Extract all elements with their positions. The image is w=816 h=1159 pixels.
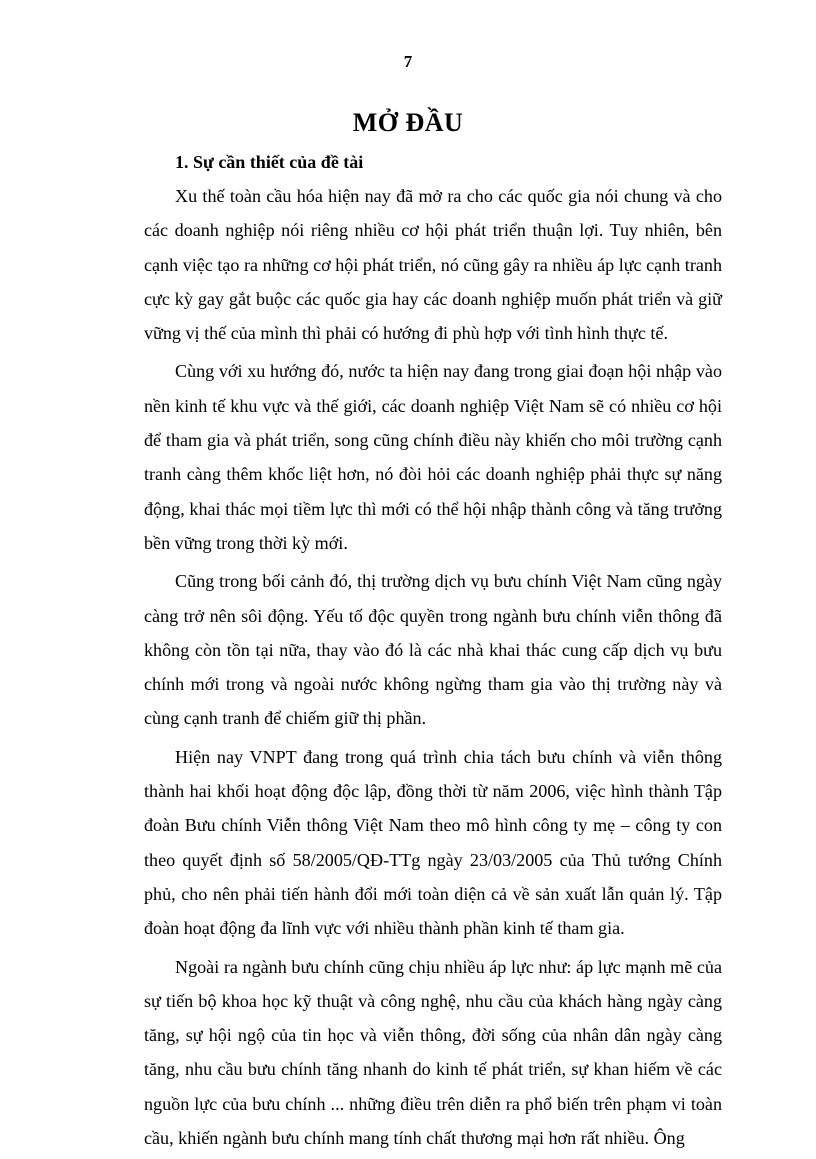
section-heading: 1. Sự cần thiết của đề tài: [175, 152, 364, 172]
body-text: [144, 145, 722, 1159]
paragraph-3: Cũng trong bối cảnh đó, thị trường dịch vụ bưu chính Việt Nam cũng ngày càng trở nên sôi động. Yếu tố độc quyền trong ngành bưu chính viễn thông đã không còn tồn tại nữa, thay vào đó là các nhà khai thác cung cấp dịch vụ bưu chính mới trong và ngoài nước không ngừng tham gia vào thị trường này và cùng cạnh tranh để chiếm giữ thị phần.: [144, 571, 722, 729]
page-number: 7: [403, 52, 413, 71]
page-title: MỞ ĐẦU: [352, 108, 464, 137]
paragraph-5: Ngoài ra ngành bưu chính cũng chịu nhiều áp lực như: áp lực mạnh mẽ của sự tiến bộ khoa học kỹ thuật và công nghệ, nhu cầu của khách hàng ngày càng tăng, sự hội ngộ của tin học và viễn thông, đời sống của nhân dân ngày càng tăng, nhu cầu bưu chính tăng nhanh do kinh tế phát triển, sự khan hiếm về các nguồn lực của bưu chính ... những điều trên diễn ra phổ biến trên phạm vi toàn cầu, khiến ngành bưu chính mang tính chất thương mại hơn rất nhiều. Ông: [144, 956, 722, 1149]
paragraph-1: Xu thế toàn cầu hóa hiện nay đã mở ra cho các quốc gia nói chung và cho các doanh nghiệp nói riêng nhiều cơ hội phát triển thuận lợi. Tuy nhiên, bên cạnh việc tạo ra những cơ hội phát triển, nó cũng gây ra nhiều áp lực cạnh tranh cực kỳ gay gắt buộc các quốc gia hay các doanh nghiệp muốn phát triển và giữ vững vị thế của mình thì phải có hướng đi phù hợp với tình hình thực tế.: [144, 186, 722, 344]
paragraph-4: Hiện nay VNPT đang trong quá trình chia tách bưu chính và viễn thông thành hai khối hoạt động độc lập, đồng thời từ năm 2006, việc hình thành Tập đoàn Bưu chính Viễn thông Việt Nam theo mô hình công ty mẹ – công ty con theo quyết định số 58/2005/QĐ-TTg ngày 23/03/2005 của Thủ tướng Chính phủ, cho nên phải tiến hành đổi mới toàn diện cả về sản xuất lẫn quản lý. Tập đoàn hoạt động đa lĩnh vực với nhiều thành phần kinh tế tham gia.: [144, 746, 722, 939]
paragraph-2: Cùng với xu hướng đó, nước ta hiện nay đang trong giai đoạn hội nhập vào nền kinh tế khu vực và thế giới, các doanh nghiệp Việt Nam sẽ có nhiều cơ hội để tham gia và phát triển, song cũng chính điều này khiến cho môi trường cạnh tranh càng thêm khốc liệt hơn, nó đòi hỏi các doanh nghiệp phải thực sự năng động, khai thác mọi tiềm lực thì mới có thể hội nhập thành công và tăng trưởng bền vững trong thời kỳ mới.: [144, 361, 722, 553]
